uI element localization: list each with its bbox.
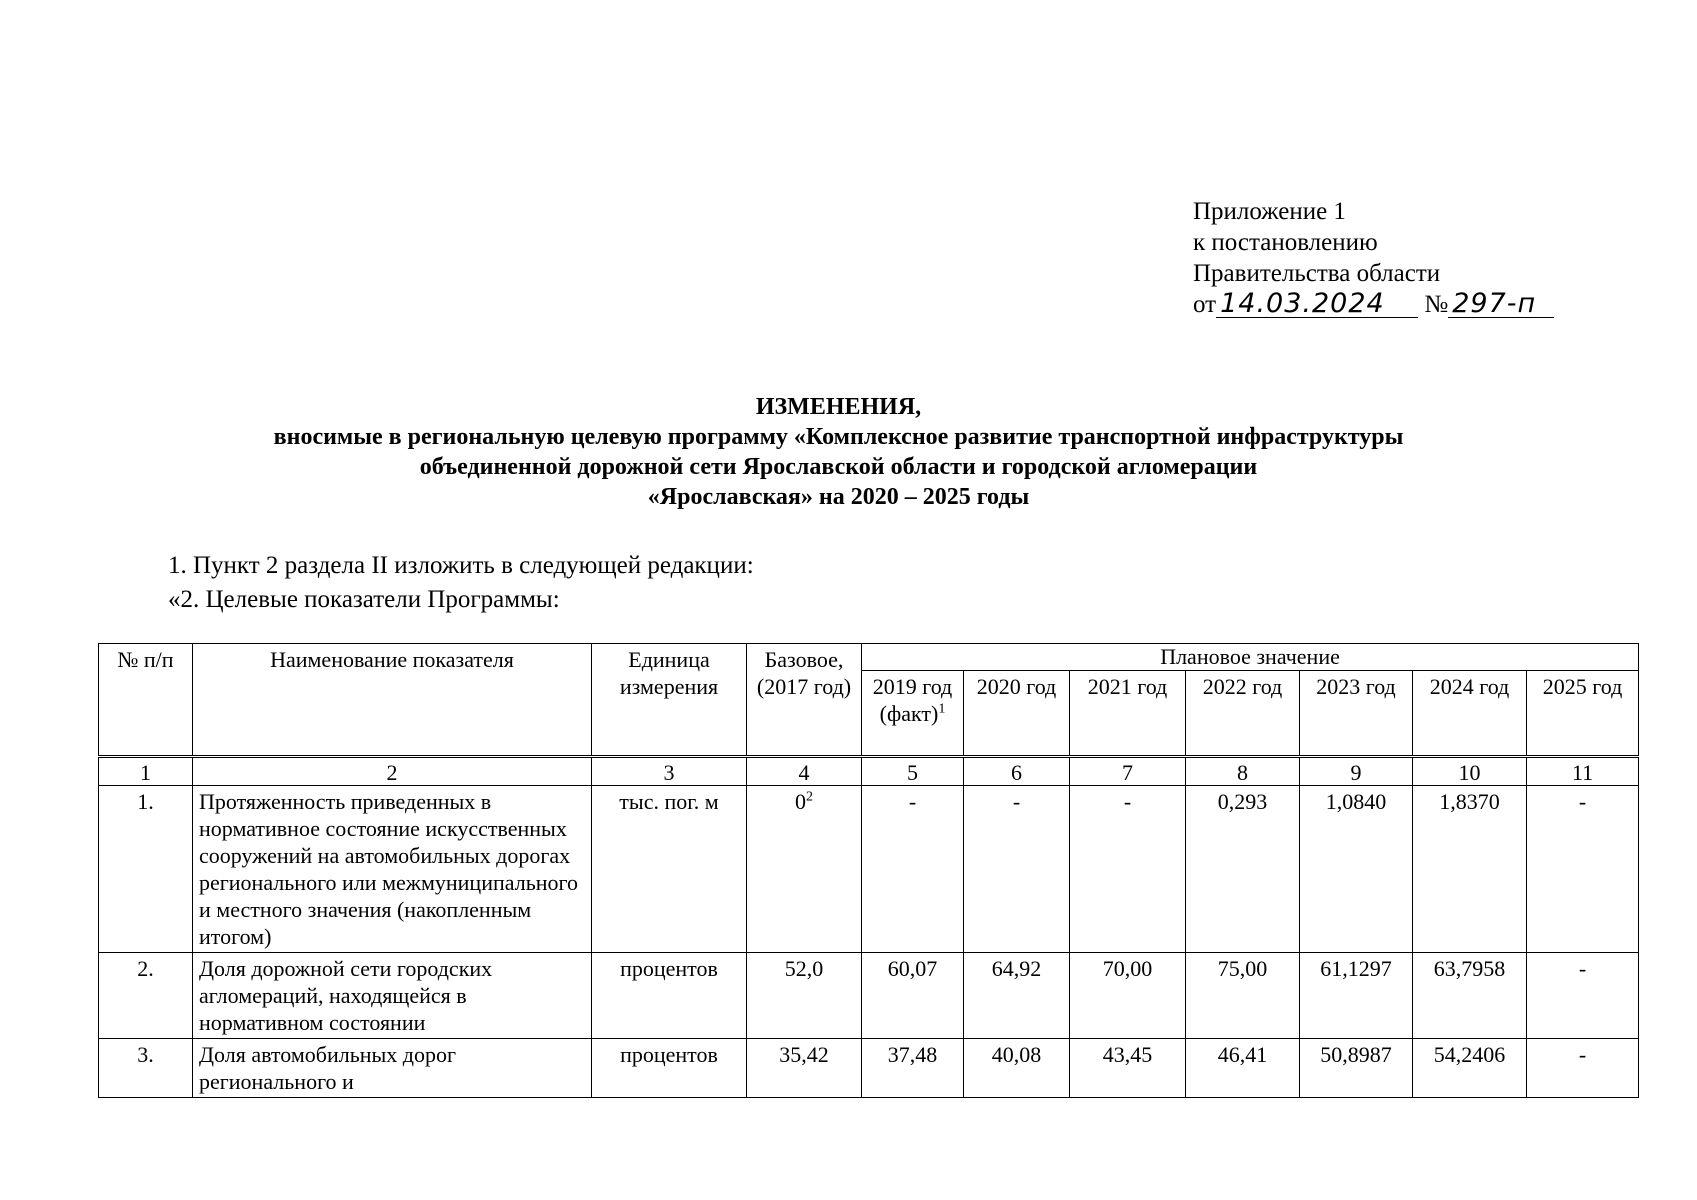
row-value: -	[1527, 786, 1639, 953]
header-2024: 2024 год	[1413, 671, 1527, 757]
row-value: 75,00	[1186, 953, 1300, 1039]
table-row	[99, 786, 1639, 953]
table-row	[99, 953, 1639, 1039]
row-value: 40,08	[964, 1039, 1070, 1098]
row-value: 61,1297	[1300, 953, 1413, 1039]
row-value: 1,8370	[1413, 786, 1527, 953]
header-2025: 2025 год	[1527, 671, 1639, 757]
header-base: Базовое, (2017 год)	[747, 644, 862, 757]
table-row	[99, 1039, 1639, 1098]
title-line-3: объединенной дорожной сети Ярославской области и городской агломерации	[419, 454, 1258, 480]
row-name: Доля автомобильных дорог регионального и	[193, 1039, 592, 1098]
row-base: 35,42	[747, 1039, 862, 1098]
title-line-2: вносимые в региональную целевую программу «Комплексное развитие транспортной инфраструктуры	[273, 424, 1404, 450]
row-unit: процентов	[592, 953, 747, 1039]
col-number: 11	[1527, 757, 1639, 786]
row-base-value: 0	[795, 789, 806, 814]
column-number-row	[99, 757, 1639, 786]
appendix-line-3: Правительства области	[1193, 260, 1441, 287]
row-value: -	[1070, 786, 1186, 953]
number-prefix: №	[1424, 291, 1449, 318]
row-value: 70,00	[1070, 953, 1186, 1039]
col-number: 2	[193, 757, 592, 786]
col-number: 7	[1070, 757, 1186, 786]
col-number: 5	[862, 757, 964, 786]
row-num: 1.	[99, 786, 193, 953]
title-heading: ИЗМЕНЕНИЯ,	[755, 394, 922, 420]
date-prefix: от	[1193, 291, 1217, 318]
row-value: 63,7958	[1413, 953, 1527, 1039]
row-name: Протяженность приведенных в нормативное состояние искусственных сооружений на автомобильных дорогах регионального или межмуниципального и местного значения (накопленным итогом)	[193, 786, 592, 953]
row-num: 3.	[99, 1039, 193, 1098]
row-value: 46,41	[1186, 1039, 1300, 1098]
col-number: 6	[964, 757, 1070, 786]
item-2-text: «2. Целевые показатели Программы:	[168, 586, 560, 613]
indicators-table	[98, 643, 1639, 1098]
row-value: 0,293	[1186, 786, 1300, 953]
header-2019	[862, 671, 964, 757]
row-value: 43,45	[1070, 1039, 1186, 1098]
handwritten-date: 14.03.2024	[1216, 291, 1418, 318]
header-name: Наименование показателя	[193, 644, 592, 757]
col-number: 1	[99, 757, 193, 786]
header-plan: Плановое значение	[862, 644, 1639, 671]
row-value: 54,2406	[1413, 1039, 1527, 1098]
row-unit: процентов	[592, 1039, 747, 1098]
header-2022: 2022 год	[1186, 671, 1300, 757]
title-line-4: «Ярославская» на 2020 – 2025 годы	[647, 484, 1030, 510]
row-num: 2.	[99, 953, 193, 1039]
header-unit: Единица измерения	[592, 644, 747, 757]
row-value: 1,0840	[1300, 786, 1413, 953]
col-number: 4	[747, 757, 862, 786]
document-title	[120, 392, 1557, 512]
row-base: 52,0	[747, 953, 862, 1039]
col-number: 9	[1300, 757, 1413, 786]
col-number: 3	[592, 757, 747, 786]
row-base	[747, 786, 862, 953]
col-number: 10	[1413, 757, 1527, 786]
row-unit: тыс. пог. м	[592, 786, 747, 953]
row-value: 50,8987	[1300, 1039, 1413, 1098]
footnote-2-marker: 2	[806, 789, 813, 805]
row-value: -	[862, 786, 964, 953]
appendix-date-line	[1193, 289, 1554, 320]
row-value: 64,92	[964, 953, 1070, 1039]
handwritten-number: 297-п	[1448, 291, 1554, 318]
row-value: -	[964, 786, 1070, 953]
row-value: 37,48	[862, 1039, 964, 1098]
header-row-1	[99, 644, 1639, 671]
row-value: 60,07	[862, 953, 964, 1039]
appendix-line-2: к постановлению	[1193, 229, 1378, 256]
header-2023: 2023 год	[1300, 671, 1413, 757]
footnote-1-marker: 1	[938, 701, 946, 717]
row-value: -	[1527, 953, 1639, 1039]
appendix-block	[1193, 196, 1554, 320]
header-num: № п/п	[99, 644, 193, 757]
header-2021: 2021 год	[1070, 671, 1186, 757]
appendix-line-1: Приложение 1	[1193, 198, 1346, 225]
row-name: Доля дорожной сети городских агломераций, находящейся в нормативном состоянии	[193, 953, 592, 1039]
row-value: -	[1527, 1039, 1639, 1098]
header-2019-label: 2019 год (факт)	[872, 674, 953, 726]
item-1-text: 1. Пункт 2 раздела II изложить в следующей редакции:	[168, 552, 754, 579]
header-2020: 2020 год	[964, 671, 1070, 757]
col-number: 8	[1186, 757, 1300, 786]
